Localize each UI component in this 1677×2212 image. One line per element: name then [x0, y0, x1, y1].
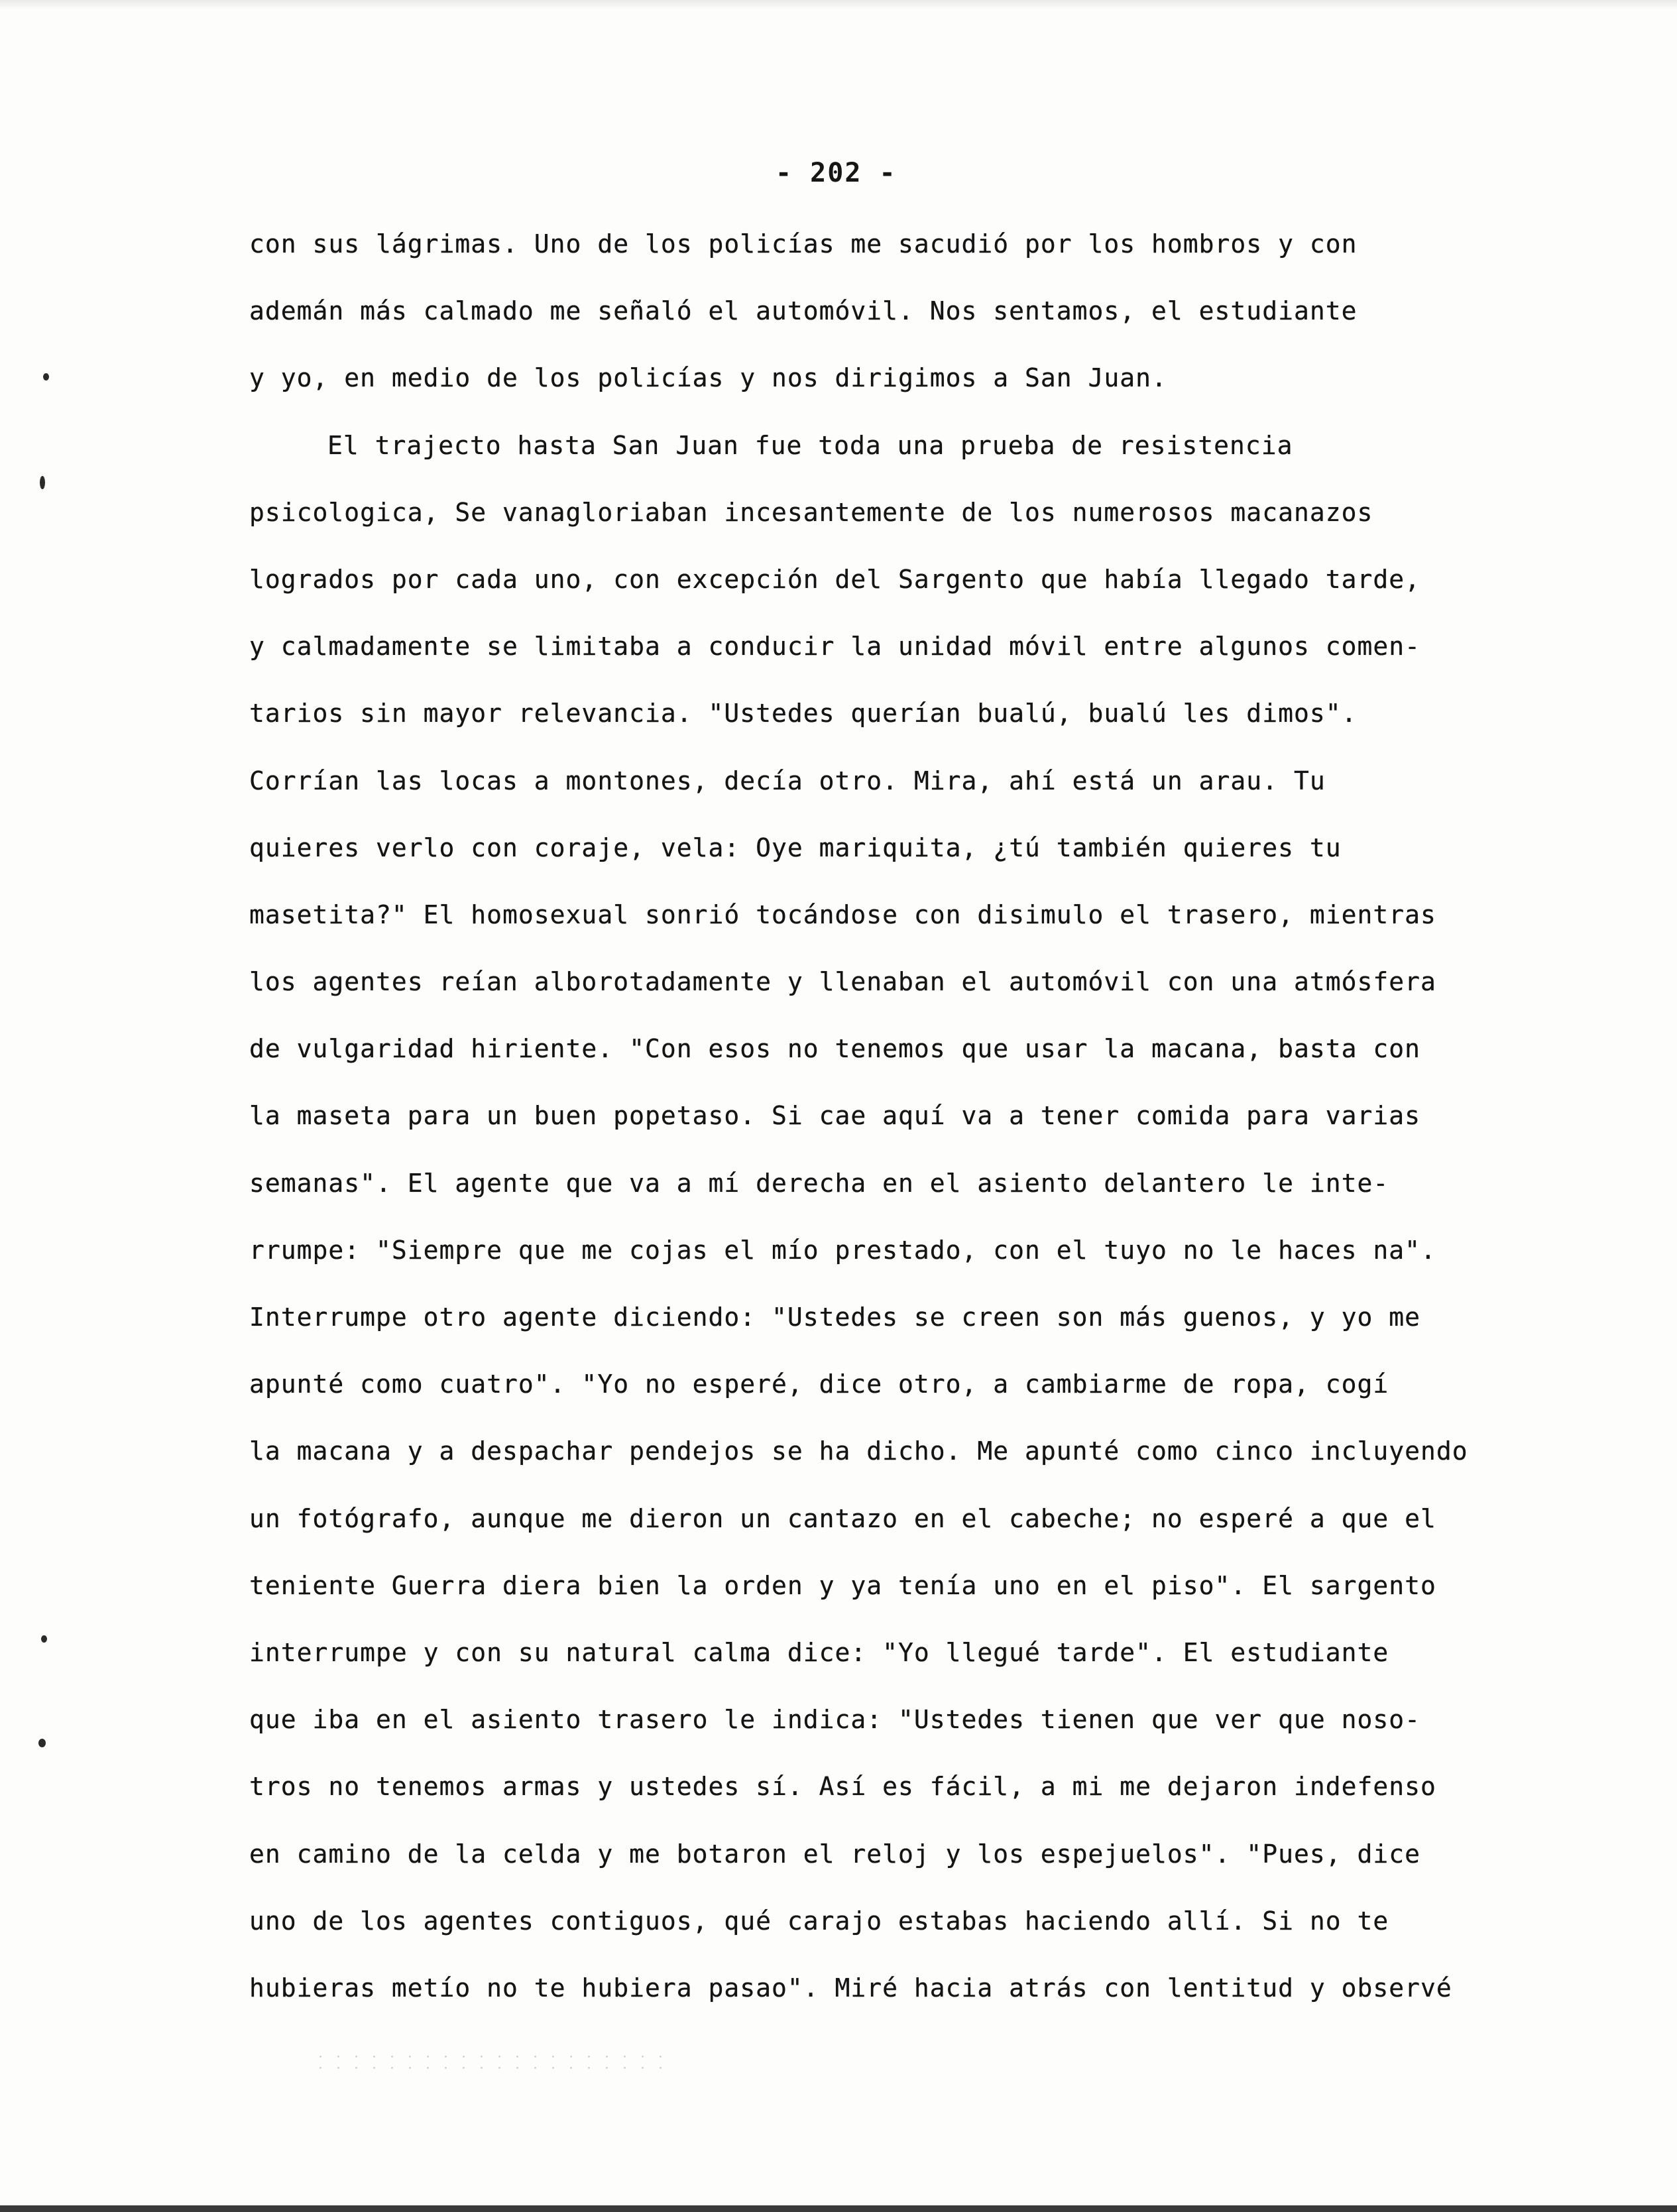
text-line: en camino de la celda y me botaron el reloj y los espejuelos". "Pues, dice — [249, 1839, 1420, 1869]
text-line: y yo, en medio de los policías y nos dirigimos a San Juan. — [249, 363, 1167, 393]
text-line: la macana y a despachar pendejos se ha dicho. Me apunté como cinco incluyendo — [249, 1436, 1468, 1466]
scan-edge-bottom — [0, 2205, 1677, 2212]
body-text — [249, 225, 1548, 2036]
text-line: que iba en el asiento trasero le indica: "Ustedes tienen que ver que noso- — [249, 1705, 1420, 1735]
text-line: tarios sin mayor relevancia. "Ustedes querían bualú, bualú les dimos". — [249, 699, 1358, 728]
text-line: y calmadamente se limitaba a conducir la unidad móvil entre algunos comen- — [249, 632, 1420, 662]
text-line: apunté como cuatro". "Yo no esperé, dice otro, a cambiarme de ropa, cogí — [249, 1369, 1389, 1399]
text-line: semanas". El agente que va a mí derecha en el asiento delantero le inte- — [249, 1168, 1389, 1198]
margin-speck-mark — [43, 373, 49, 380]
margin-speck-mark — [41, 1635, 47, 1643]
text-line: de vulgaridad hiriente. "Con esos no tenemos que usar la macana, basta con — [249, 1034, 1420, 1064]
text-line: un fotógrafo, aunque me dieron un cantazo en el cabeche; no esperé a que el — [249, 1503, 1436, 1533]
scan-noise-speckles — [312, 2051, 669, 2077]
text-line: teniente Guerra diera bien la orden y ya tenía uno en el piso". El sargento — [249, 1570, 1436, 1600]
text-line: hubieras metío no te hubiera pasao". Miré hacia atrás con lentitud y observé — [249, 1973, 1452, 2003]
text-line: quieres verlo con coraje, vela: Oye mariquita, ¿tú también quieres tu — [249, 833, 1342, 862]
text-line: logrados por cada uno, con excepción del Sargento que había llegado tarde, — [249, 564, 1420, 594]
text-line: uno de los agentes contiguos, qué carajo estabas haciendo allí. Si no te — [249, 1906, 1389, 1936]
text-line: la maseta para un buen popetaso. Si cae aquí va a tener comida para varias — [249, 1101, 1420, 1131]
margin-speck-mark — [40, 476, 45, 489]
scan-shadow-top — [0, 0, 1677, 9]
text-line: rrumpe: "Siempre que me cojas el mío prestado, con el tuyo no le haces na". — [249, 1235, 1436, 1265]
text-line: masetita?" El homosexual sonrió tocándose con disimulo el trasero, mientras — [249, 900, 1436, 929]
margin-speck-mark — [38, 1739, 46, 1747]
text-line: Corrían las locas a montones, decía otro. Mira, ahí está un arau. Tu — [249, 766, 1326, 795]
text-line: con sus lágrimas. Uno de los policías me sacudió por los hombros y con — [249, 229, 1358, 259]
text-line: ademán más calmado me señaló el automóvil. Nos sentamos, el estudiante — [249, 296, 1358, 326]
text-line: Interrumpe otro agente diciendo: "Ustedes se creen son más guenos, y yo me — [249, 1303, 1420, 1332]
page-number: - 202 - — [776, 158, 897, 188]
text-line-paragraph-start: El trajecto hasta San Juan fue toda una prueba de resistencia — [327, 430, 1293, 460]
text-line: psicologica, Se vanagloriaban incesantemente de los numerosos macanazos — [249, 497, 1373, 527]
text-line: interrumpe y con su natural calma dice: "Yo llegué tarde". El estudiante — [249, 1637, 1389, 1667]
text-line: los agentes reían alborotadamente y llenaban el automóvil con una atmósfera — [249, 967, 1436, 997]
text-line: tros no tenemos armas y ustedes sí. Así es fácil, a mi me dejaron indefenso — [249, 1772, 1436, 1802]
